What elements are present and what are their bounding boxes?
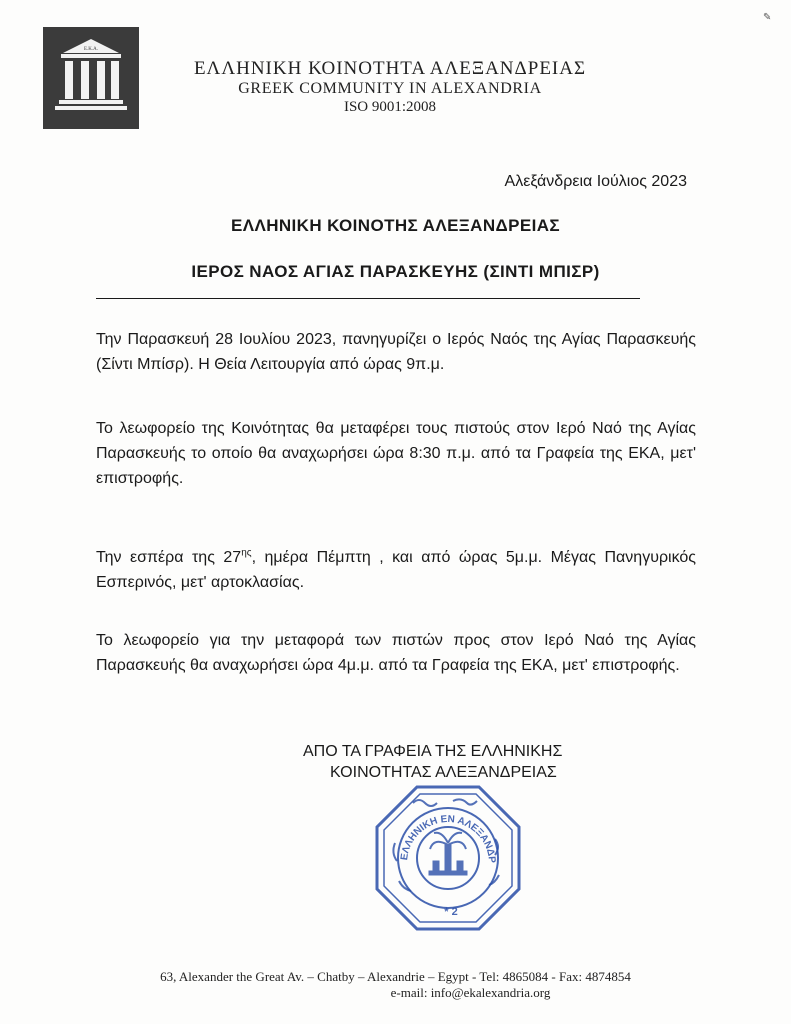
heading-church: ΙΕΡΟΣ ΝΑΟΣ ΑΓΙΑΣ ΠΑΡΑΣΚΕΥΗΣ (ΣΙΝΤΙ ΜΠΙΣΡ) bbox=[191, 262, 600, 281]
divider bbox=[96, 298, 640, 299]
letterhead-english: GREEK COMMUNITY IN ALEXANDRIA bbox=[238, 80, 542, 97]
ordinal-suffix: ης bbox=[241, 547, 252, 559]
community-logo bbox=[43, 27, 139, 129]
signature-line-1: ΑΠΟ ΤΑ ΓΡΑΦΕΙΑ ΤΗΣ ΕΛΛΗΝΙΚΗΣ bbox=[303, 743, 563, 760]
footer-address: 63, Alexander the Great Av. – Chatby – Alexandrie – Egypt - Tel: 4865084 - Fax: 4874854 bbox=[160, 969, 631, 984]
stamp-text: ΕΛΛΗΝΙΚΗ ΕΝ ΑΛΕΞΑΝΔΡ bbox=[399, 813, 498, 864]
paragraph-bus-morning: Το λεωφορείο της Κοινότητας θα μεταφέρει τους πιστούς στον Ιερό Ναό της Αγίας Παρασκευής το οποίο θα αναχωρήσει ώρα 8:30 π.μ. από τα Γραφεία της ΕΚΑ, μετ' επιστροφής. bbox=[96, 420, 696, 487]
letterhead-greek: ΕΛΛΗΝΙΚΗ ΚΟΙΝΟΤΗΤΑ ΑΛΕΞΑΝΔΡΕΙΑΣ bbox=[193, 58, 587, 79]
heading-community: ΕΛΛΗΝΙΚΗ ΚΟΙΝΟΤΗΣ ΑΛΕΞΑΝΔΡΕΙΑΣ bbox=[230, 216, 560, 235]
paragraph-feast: Την Παρασκευή 28 Ιουλίου 2023, πανηγυρίζει ο Ιερός Ναός της Αγίας Παρασκευής (Σίντι Μπίσρ). Η Θεία Λειτουργία από ώρας 9π.μ. bbox=[96, 331, 696, 373]
letterhead-iso: ISO 9001:2008 bbox=[343, 99, 437, 115]
paragraph-vespers bbox=[96, 545, 696, 595]
temple-icon bbox=[43, 27, 139, 129]
logo-caption: Ε.Κ.Α. bbox=[83, 47, 99, 52]
signature-line-2: ΚΟΙΝΟΤΗΤΑΣ ΑΛΕΞΑΝΔΡΕΙΑΣ bbox=[330, 764, 557, 781]
vespers-text-end: , ημέρα Πέμπτη , και από ώρας 5μ.μ. Μέγας Πανηγυρικός Εσπερινός, μετ' αρτοκλασίας. bbox=[96, 549, 697, 591]
scan-mark: ✎ bbox=[763, 12, 772, 23]
community-stamp bbox=[373, 783, 523, 933]
stamp-number: * 2 bbox=[444, 906, 458, 918]
footer-email: e-mail: info@ekalexandria.org bbox=[390, 985, 551, 1000]
paragraph-bus-evening: Το λεωφορείο για την μεταφορά των πιστών προς στον Ιερό Ναό της Αγίας Παρασκευής θα αναχωρήσει ώρα 4μ.μ. από τα Γραφεία της ΕΚΑ, μετ' επιστροφής. bbox=[96, 632, 696, 674]
vespers-text-start: Την εσπέρα της 27 bbox=[96, 549, 242, 566]
document-date: Αλεξάνδρεια Ιούλιος 2023 bbox=[504, 173, 687, 190]
